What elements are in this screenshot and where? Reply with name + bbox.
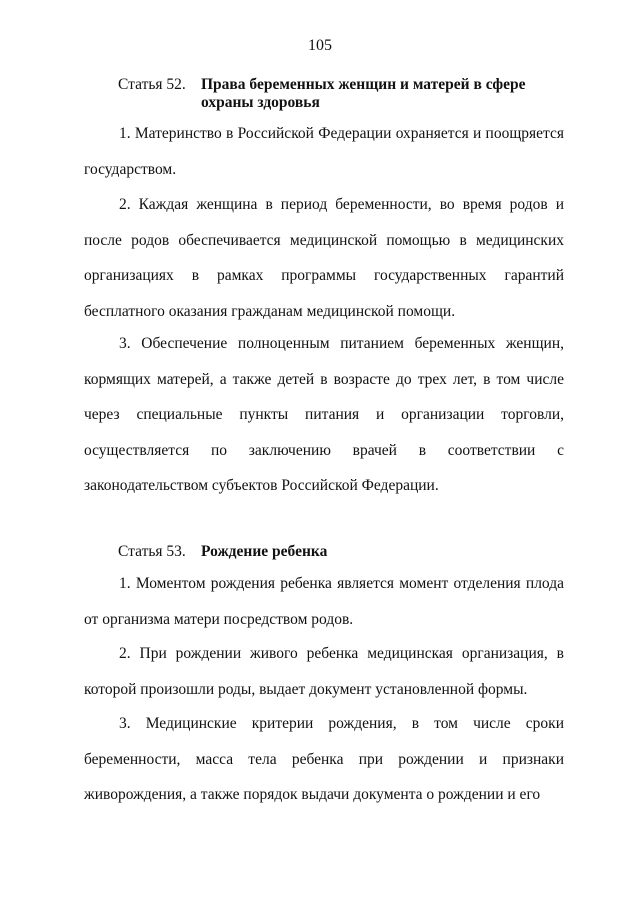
article-52-paragraph-3: 3. Обеспечение полноценным питанием беременных женщин, кормящих матерей, а также детей в возрасте до трех лет, в том числе через специальные пункты питания и организации торговли, осуществляется по заключению врачей в соответствии с законодательством субъектов Российской Федерации. [84, 335, 564, 494]
article-53-paragraph-2: 2. При рождении живого ребенка медицинская организация, в которой произошли роды, выдает документ установленной формы. [84, 645, 564, 698]
article-52-title: Права беременных женщин и матерей в сфере охраны здоровья [201, 76, 526, 111]
article-52-paragraph-1: 1. Материнство в Российской Федерации охраняется и поощряется государством. [84, 125, 564, 178]
article-53-label: Статья 53. [118, 543, 186, 560]
article-52-label: Статья 52. [118, 76, 186, 93]
page-number: 105 [308, 37, 332, 54]
article-53-paragraph-3: 3. Медицинские критерии рождения, в том числе сроки беременности, масса тела ребенка при рождении и признаки живорождения, а также порядок выдачи документа о рождении и его [84, 715, 564, 803]
article-53-title: Рождение ребенка [201, 543, 328, 560]
article-53-paragraph-1: 1. Моментом рождения ребенка является момент отделения плода от организма матери посредством родов. [84, 575, 564, 628]
article-52-paragraph-2: 2. Каждая женщина в период беременности, во время родов и после родов обеспечивается медицинской помощью в медицинских организациях в рамках программы государственных гарантий бесплатного оказания гражданам медицинской помощи. [84, 196, 564, 320]
